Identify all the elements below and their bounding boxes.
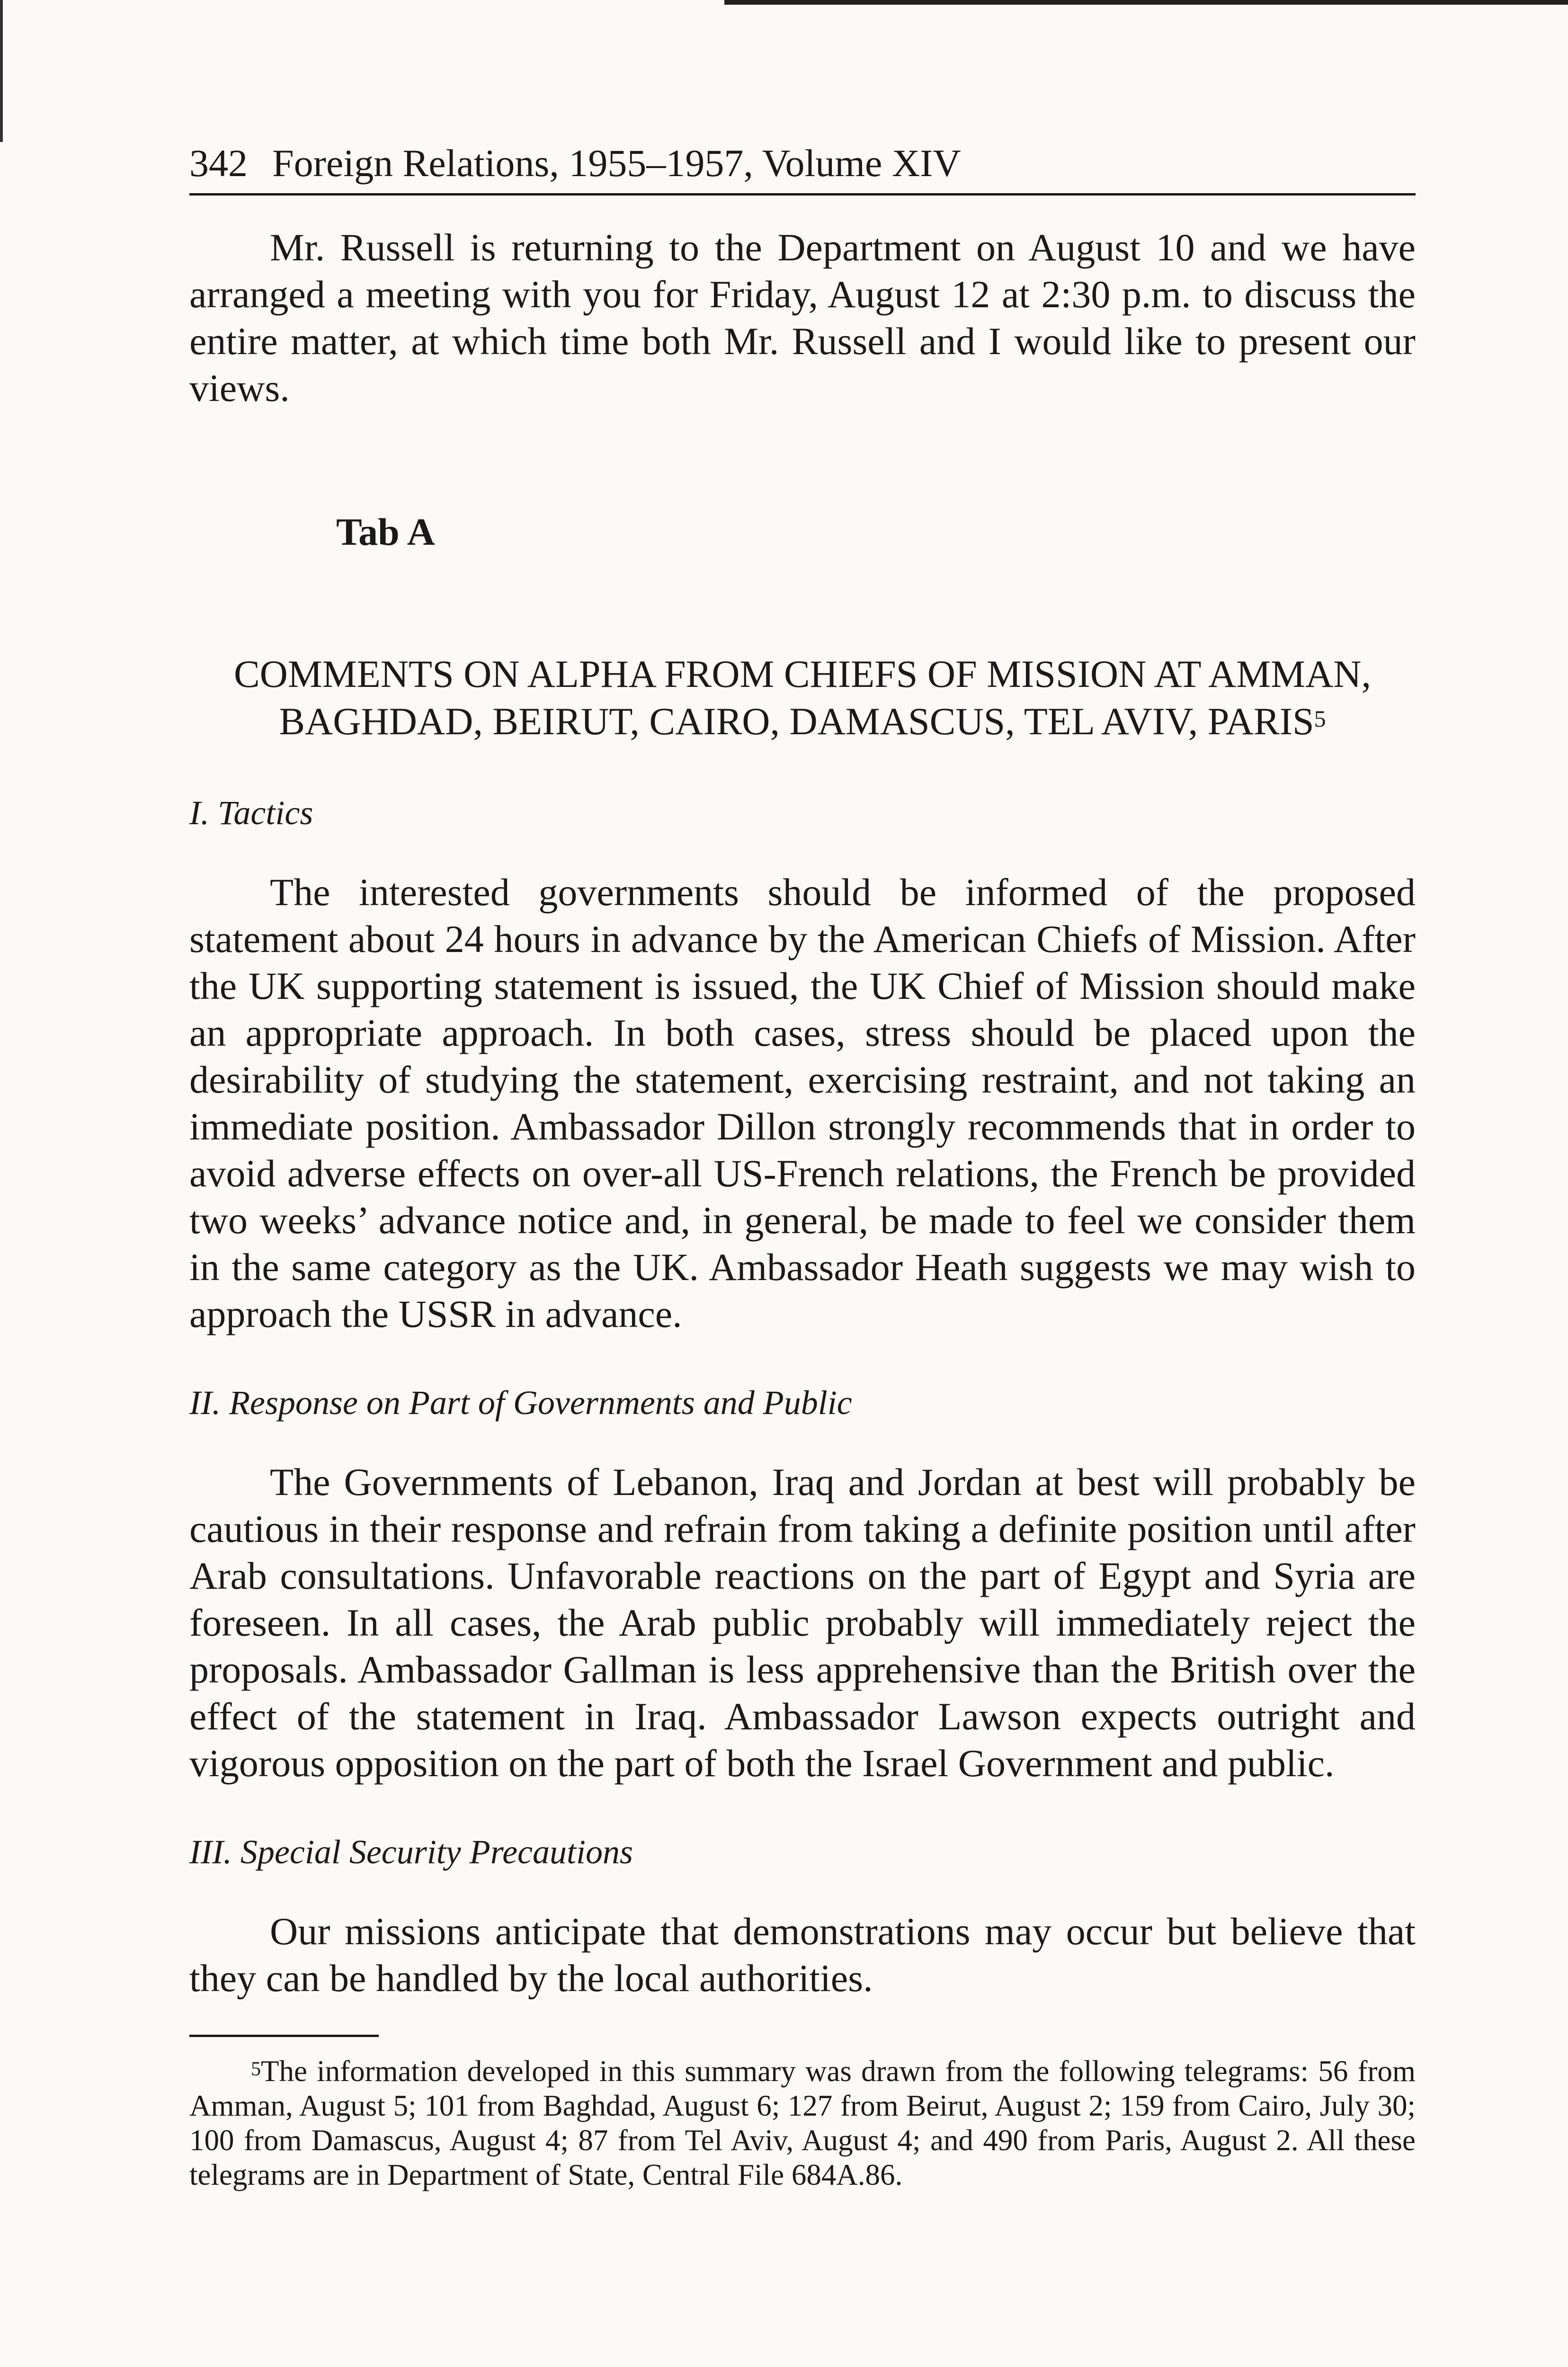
footnote-reference: 5	[1314, 705, 1326, 732]
footnote	[189, 2054, 1416, 2192]
scan-top-edge	[724, 0, 1568, 5]
intro-paragraph: Mr. Russell is returning to the Department on August 10 and we have arranged a meeting with you for Friday, August 12 at 2:30 p.m. to discuss the entire matter, at which time both Mr. Russell and I would like to present our views.	[189, 226, 1416, 409]
section-paragraph-security: Our missions anticipate that demonstrations may occur but believe that they can be handled by the local authorities.	[189, 1910, 1416, 2000]
section-heading-tactics: I. Tactics	[189, 794, 313, 832]
section-title-text: COMMENTS ON ALPHA FROM CHIEFS OF MISSION AT AMMAN, BAGHDAD, BEIRUT, CAIRO, DAMASCUS, TEL AVIV, PARIS	[233, 652, 1372, 743]
page-number: 342	[189, 142, 248, 185]
section-heading-response: II. Response on Part of Governments and Public	[189, 1384, 852, 1422]
document-page	[189, 137, 1416, 2192]
tab-label: Tab A	[336, 510, 435, 553]
running-header	[189, 137, 1416, 196]
section-title	[189, 650, 1416, 745]
volume-title: Foreign Relations, 1955–1957, Volume XIV	[272, 142, 961, 185]
section-heading-security: III. Special Security Precautions	[189, 1833, 633, 1871]
footnote-marker: 5	[251, 2058, 261, 2080]
footnote-divider	[189, 2035, 379, 2037]
scan-left-edge	[0, 0, 3, 142]
footnote-text: The information developed in this summary was drawn from the following telegrams: 56 from Amman, August 5; 101 from Baghdad, August 6; 127 from Beirut, August 2; 159 from Cairo, July 30; 100 from Damascus, August 4; 87 from Tel Aviv, August 4; and 490 from Paris, August 2. All these telegrams are in Department of State, Central File 684A.86.	[189, 2055, 1416, 2191]
section-paragraph-tactics: The interested governments should be informed of the proposed statement about 24 hours in advance by the American Chiefs of Mission. After the UK supporting statement is issued, the UK Chief of Mission should make an appropriate approach. In both cases, stress should be placed upon the desirability of studying the statement, exercising restraint, and not taking an immediate position. Ambassador Dillon strongly recommends that in order to avoid adverse effects on over-all US-French relations, the French be provided two weeks’ advance notice and, in general, be made to feel we consider them in the same category as the UK. Ambassador Heath suggests we may wish to approach the USSR in advance.	[189, 871, 1416, 1335]
section-paragraph-response: The Governments of Lebanon, Iraq and Jordan at best will probably be cautious in their response and refrain from taking a definite position until after Arab consultations. Unfavorable reactions on the part of Egypt and Syria are foreseen. In all cases, the Arab public probably will immediately reject the proposals. Ambassador Gallman is less apprehensive than the British over the effect of the statement in Iraq. Ambassador Lawson expects outright and vigorous opposition on the part of both the Israel Government and public.	[189, 1460, 1416, 1785]
